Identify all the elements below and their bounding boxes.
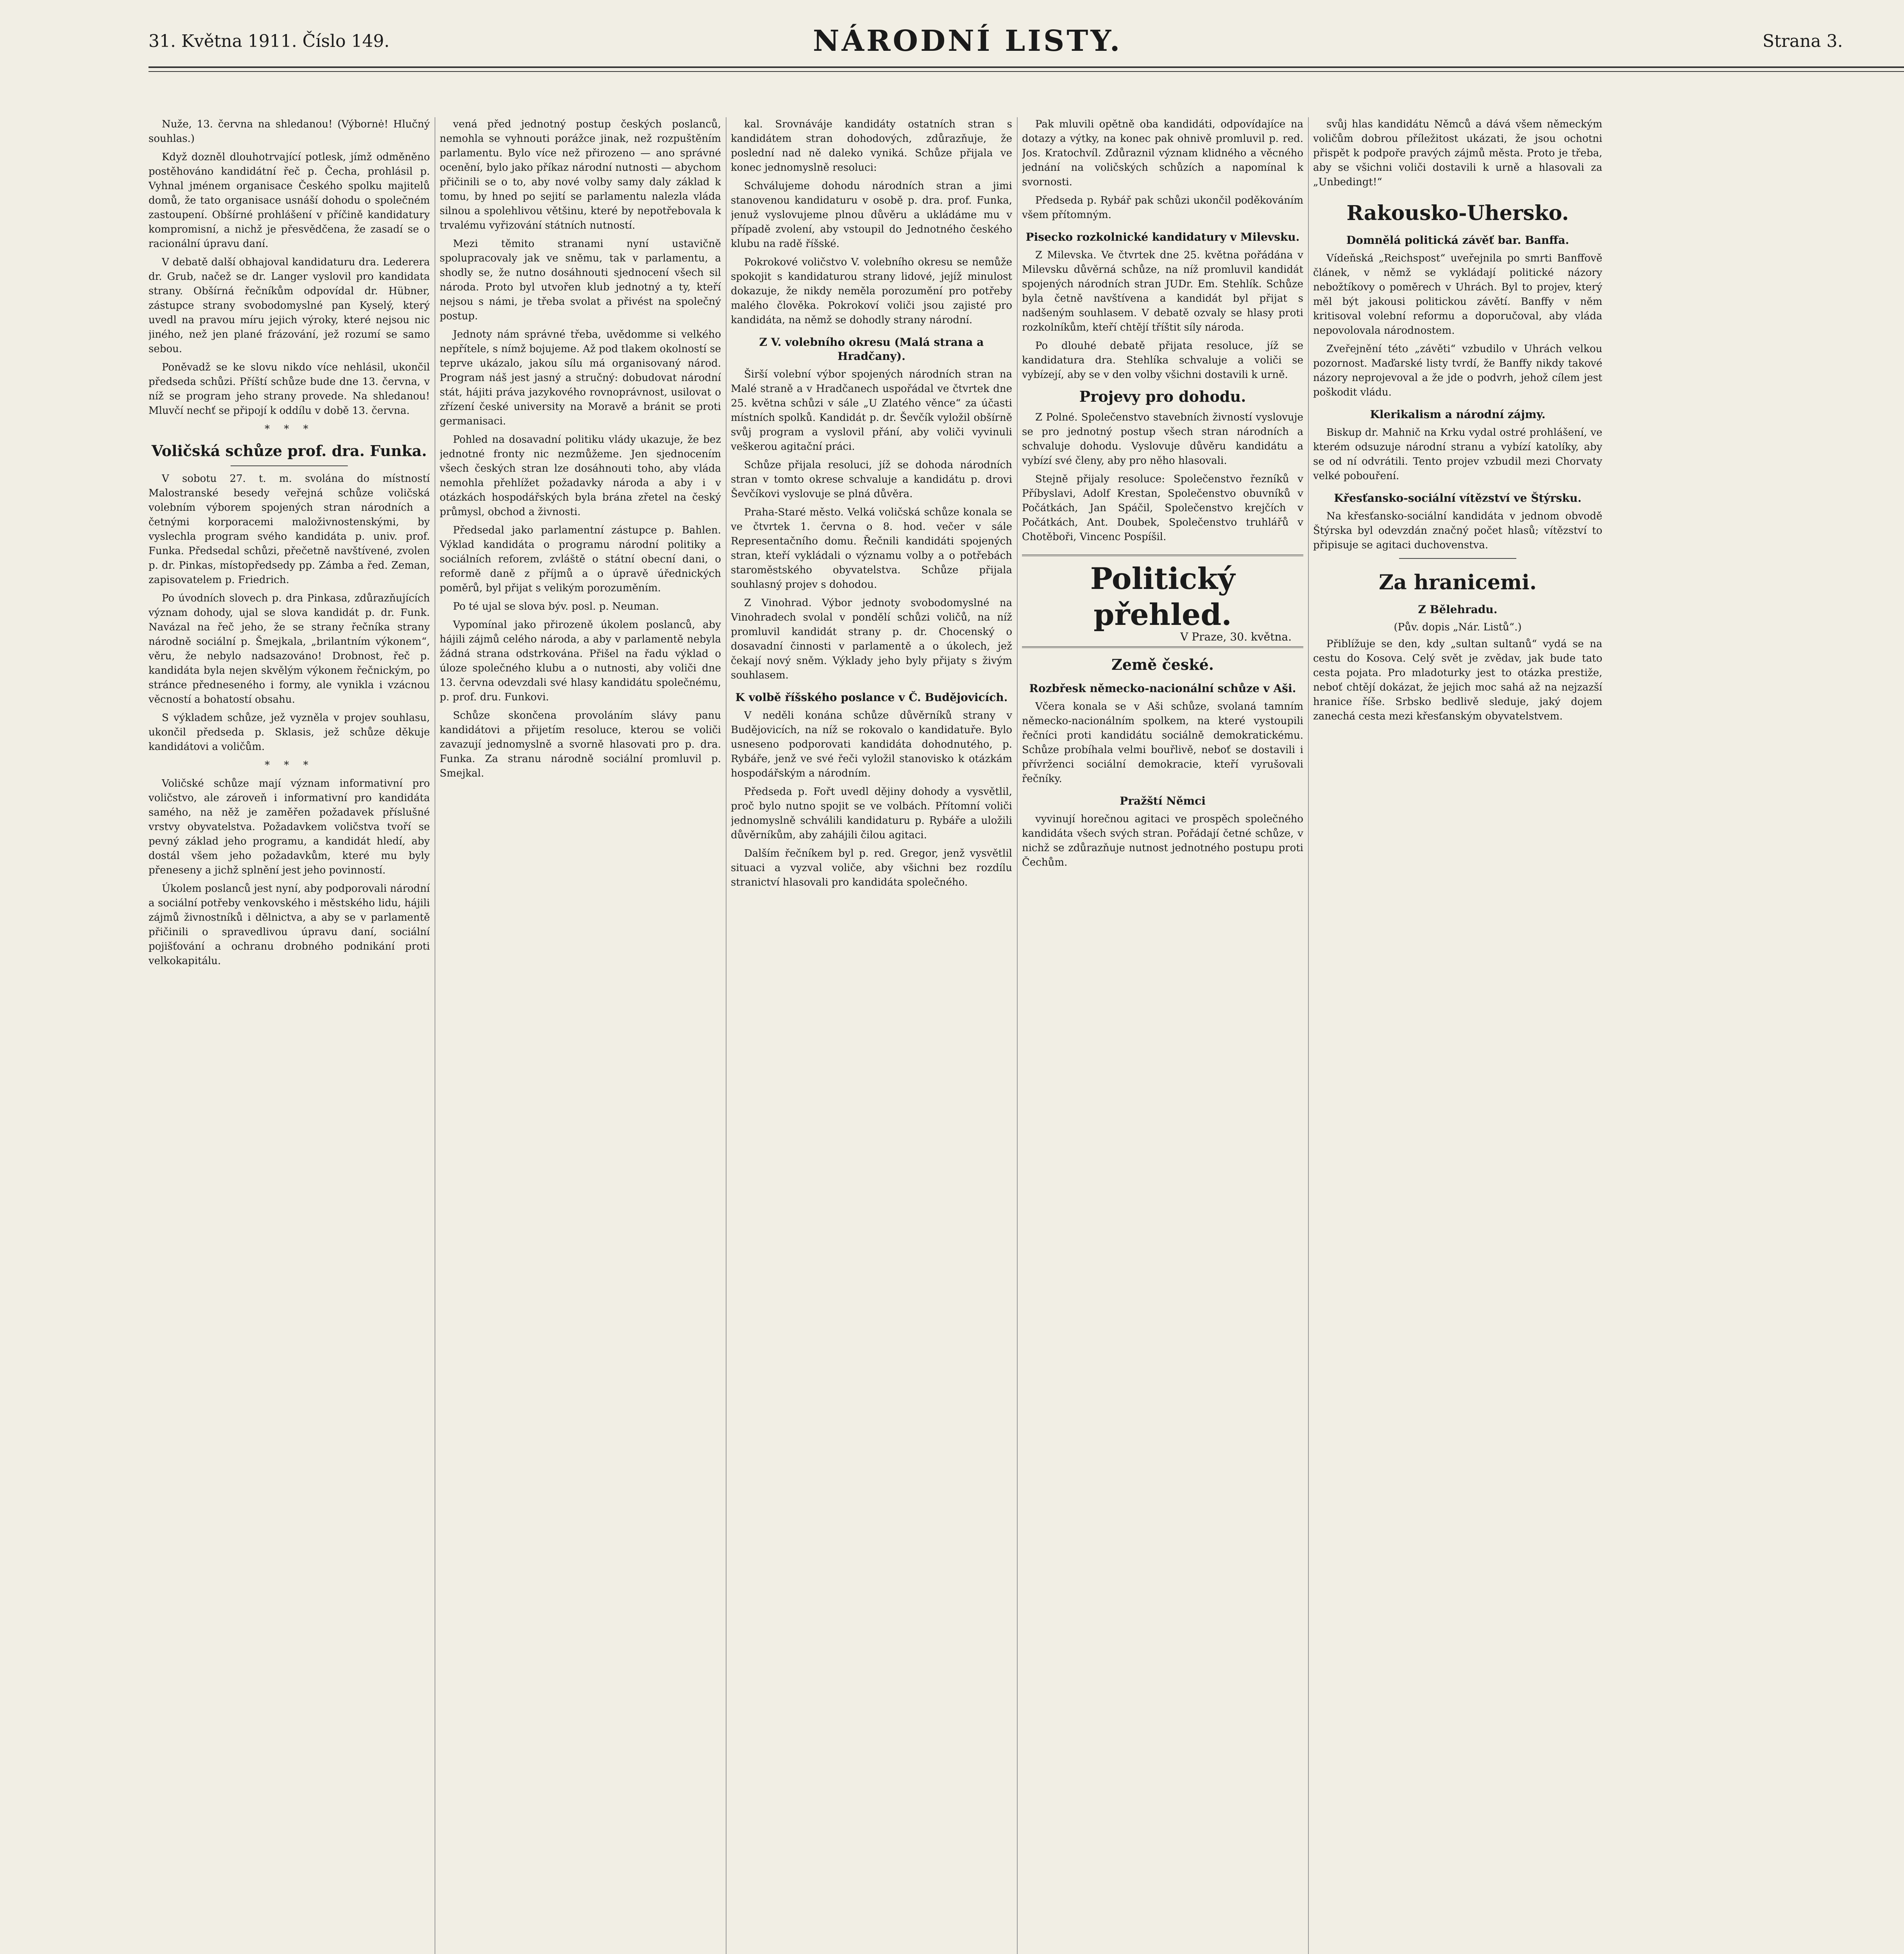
article-paragraph: Biskup dr. Mahnič na Krku vydal ostré prohlášení, ve kterém odsuzuje národní stranu a vybízí katolíky, aby se od ní odvrátili. Tento projev vzbudil mezi Chorvaty velké pobouření. bbox=[1313, 427, 1602, 482]
headline-rule bbox=[231, 465, 348, 466]
article-paragraph: Pak mluvili opětně oba kandidáti, odpovídajíce na dotazy a výtky, na konec pak ohnivě promluvil p. red. Jos. Kratochvíl. Zdůraznil význam klidného a věcného jednání na voličských schůzích a napomínal k svornosti. bbox=[1022, 118, 1303, 188]
section-banner-politicky-prehled bbox=[1022, 555, 1303, 648]
article-paragraph: Nuže, 13. června na shledanou! (Výbornė! Hlučný souhlas.) bbox=[149, 118, 430, 145]
subheadline-budejovice: K volbě říšského poslance v Č. Budějovicích. bbox=[735, 691, 1008, 704]
article-paragraph: svůj hlas kandidátu Němců a dává všem německým voličům dobrou příležitost ukázati, že jsou ochotni přispět k podpoře pravých zájmů města. Proto je třeba, aby se všichni voliči dostavili k urně a hlasovali za „Unbedingt!“ bbox=[1313, 118, 1602, 188]
subheadline-as: Rozbřesk německo-nacionální schůze v Aši. bbox=[1029, 682, 1296, 695]
article-paragraph: Z Polné. Společenstvo stavebních živností vyslovuje se pro jednotný postup všech stran národních a schvaluje dohodu. Vyslovuje důvěru kandidátu a vybízí své členy, aby pro něho hlasovali. bbox=[1022, 412, 1303, 467]
issue-date: 31. Května 1911. Číslo 149. bbox=[149, 31, 390, 51]
article-paragraph: V neděli konána schůze důvěrníků strany v Budějovicích, na níž se rokovalo o kandidatuře. Bylo usneseno podporovati kandidáta dohodnutého, p. Rybáře, jenž ve své řeči vyložil stanovisko k otázkám hospodářským a národním. bbox=[731, 710, 1012, 779]
article-paragraph: kal. Srovnáváje kandidáty ostatních stran s kandidátem stran dohodových, zdůrazňuje, že poslední nad ně daleko vyniká. Schůze přijala ve konec jednomyslně resoluci: bbox=[731, 118, 1012, 174]
article-paragraph: Schůze přijala resoluci, jíž se dohoda národních stran v tomto okrese schvaluje a kandidátu p. drovi Ševčíkovi vyslovuje se plná důvěra. bbox=[731, 459, 1012, 500]
masthead: NÁRODNÍ LISTY. bbox=[813, 24, 1122, 58]
subheadline-banffy: Domnělá politická závěť bar. Banffa. bbox=[1346, 234, 1569, 247]
article-paragraph: vená před jednotný postup českých poslanců, nemohla se vyhnouti porážce jinak, než rozpuštěním parlamentu. Bylo více než přirozeno — ano správné ocenění, bylo jako příkaz národní nutnosti — abychom přičinili se o to, aby nové volby samy daly základ k tomu, by hned po sejití se parlamentu nalezla vláda silnou a spolehlivou většinu, které by nepotřebovala k trvalému vyřizování státních nutností. bbox=[440, 118, 721, 231]
headline-projevy: Projevy pro dohodu. bbox=[1079, 388, 1246, 405]
article-paragraph: Stejně přijaly resoluce: Společenstvo řezníků v Příbyslavi, Adolf Krestan, Společenstvo obuvníků v Počátkách, Jan Spáčil, Společenstvo krejčích v Počátkách, Ant. Doubek, Společenstvo truhlářů v Chotěboři, Vincenc Pospíšil. bbox=[1022, 473, 1303, 543]
article-paragraph: Přiblížuje se den, kdy „sultan sultanů“ vydá se na cestu do Kosova. Celý svět je zvědav, jak bude tato cesta pojata. Pro mladoturky jest to otázka prestiže, neboť chtějí dokázat, že jejich moc sahá až na nejzazší hranice říše. Srbsko bedlivě sleduje, jaký dojem zanechá cesta mezi křesťanským obyvatelstvem. bbox=[1313, 638, 1602, 722]
column-separator bbox=[1308, 117, 1309, 1954]
article-paragraph: Po té ujal se slova býv. posl. p. Neuman. bbox=[453, 601, 659, 612]
column-separator bbox=[1017, 117, 1018, 1954]
article-paragraph: Voličské schůze mají význam informativní pro voličstvo, ale zároveň i informativní pro kandidáta samého, na něž je zaměřen požadavek příslušné vrstvy obyvatelstva. Požadavkem voličstva tvoří se pevný základ jeho programu, a kandidát hledí, aby dostál všem jeho požadavkům, které mu byly přeneseny a jichž splnění jest jeho povinností. bbox=[149, 778, 430, 876]
article-paragraph: Praha-Staré město. Velká voličská schůze konala se ve čtvrtek 1. června o 8. hod. večer v sále Representačního domu. Řečnili kandidáti spojených stran, kteří vykládali o významu volby a o potřebách staroměstského obyvatelstva. Schůze přijala souhlasný projev s dohodou. bbox=[731, 506, 1012, 590]
article-paragraph: Z Vinohrad. Výbor jednoty svobodomyslné na Vinohradech svolal v pondělí schůzi voličů, na níž promluvil kandidát strany p. dr. Chocenský o dosavadní činnosti v parlamentě a o úkolech, jež čekají nový sněm. Výklady jeho byly přijaty s živým souhlasem. bbox=[731, 597, 1012, 681]
article-paragraph: Úkolem poslanců jest nyní, aby podporovali národní a sociální potřeby venkovského i městského lidu, hájili zájmů živnostníků i dělnictva, a aby se v parlamentě přičinili o spravedlivou úpravu daní, sociální pojišťování a ochranu drobného podnikání proti velkokapitálu. bbox=[149, 883, 430, 967]
subheadline-klerikalism: Klerikalism a národní zájmy. bbox=[1370, 408, 1546, 421]
article-paragraph: S výkladem schůze, jež vyzněla v projev souhlasu, ukončil předseda p. Sklasis, jež schůze děkuje kandidátovi a voličům. bbox=[149, 712, 430, 753]
article-paragraph: Když dozněl dlouhotrvající potlesk, jímž odměněno postěhováno kandidátní řeč p. Čecha, prohlásil p. Vyhnal jménem organisace Českého spolku majitelů domů, že tato organisace usnáší dohodu o společném zastoupení. Obšírné prohlášení v příčině kandidatury kompromisní, a nichž je přesvědčena, že zasadí se o racionální úpravu daní. bbox=[149, 151, 430, 250]
article-paragraph: Předsedal jako parlamentní zástupce p. Bahlen. Výklad kandidáta o programu národní politiky a sociálních reforem, zvláště o státní obecní dani, o reformě daně z příjmů a o úpravě úřednických poměrů, byl přijat s velikým porozuměním. bbox=[440, 524, 721, 594]
subheadline-belehrad: Z Bělehradu. bbox=[1418, 603, 1498, 616]
article-paragraph: Schválujeme dohodu národních stran a jimi stanovenou kandidaturu v osobě p. dra. prof. Funka, jenuž vyslovujeme plnou důvěru a ukládáme mu v případě zvolení, aby vstoupil do Jednotného českého klubu na radě říšské. bbox=[731, 180, 1012, 250]
article-paragraph: Včera konala se v Aši schůze, svolaná tamním německo-nacionálním spolkem, na které vystoupili řečníci proti kandidátu sociálně demokratickému. Schůze probíhala velmi bouřlivě, neboť se dostavili i přívrženci sociální demokracie, kteří vyrušovali řečníky. bbox=[1022, 701, 1303, 785]
article-paragraph: Mezi těmito stranami nyní ustavičně spolupracovaly jak ve sněmu, tak v parlamentu, a shodly se, že nutno dosáhnouti sjednocení všech sil národa. Proto byl utvořen klub jednotný a ty, kteří nejsou s námi, je třeba svolat a přivést na společný postup. bbox=[440, 238, 721, 322]
section-divider-stars: * * * bbox=[265, 759, 314, 771]
article-paragraph: Poněvadž se ke slovu nikdo více nehlásil, ukončil předseda schůzi. Příští schůze bude dne 13. června, v níž se program jeho strany provede. Na shledanou! Mluvčí nechť se připojí k oddílu v době 13. června. bbox=[149, 361, 430, 417]
section-divider-stars: * * * bbox=[265, 423, 314, 435]
article-paragraph: V debatě další obhajoval kandidaturu dra. Lederera dr. Grub, načež se dr. Langer vyslovil pro kandidata strany. Obšírná řečníkům odpovídal dr. Hübner, zástupce strany svobodomyslné pan Kyselý, který uvedl na pravou míru jejich výroky, které nejsou nic jiného, než jen plané frázování, jež rozumí se samo sebou. bbox=[149, 256, 430, 355]
subheadline-styrsko: Křesťansko-sociální vítězství ve Štýrsku. bbox=[1334, 492, 1582, 505]
article-paragraph: Pohled na dosavadní politiku vlády ukazuje, že bez jednotné fronty nic nezmůžeme. Jen sjednocením všech českých stran lze dosáhnouti toho, aby vláda nemohla přehlížet požadavky národa a aby i v otázkách hospodářských byla brána zřetel na český průmysl, obchod a živnosti. bbox=[440, 434, 721, 518]
column-separator bbox=[726, 117, 727, 1954]
article-paragraph: Jednoty nám správné třeba, uvědomme si velkého nepřítele, s nímž bojujeme. Až pod tlakem okolností se teprve ukázalo, jakou sílu má organisovaný národ. Program náš jest jasný a stručný: dobudovat národní stát, hájiti práva jazykového rovnoprávnost, usilovat o zřízení české university na Moravě a bránit se proti germanisaci. bbox=[440, 329, 721, 427]
byline: (Pův. dopis „Nár. Listů“.) bbox=[1394, 621, 1522, 633]
article-paragraph: vyvinují horečnou agitaci ve prospěch společného kandidáta všech svých stran. Pořádají četné schůze, v nichž se zdůrazňuje nutnost jednotného postupu proti Čechům. bbox=[1022, 813, 1303, 868]
article-paragraph: Z Milevska. Ve čtvrtek dne 25. května pořádána v Milevsku důvěrná schůze, na níž promluvil kandidát spojených národních stran JUDr. Em. Stehlík. Schůze byla četně navštívena a kandidát byl přijat s nadšeným souhlasem. V debatě ozvaly se hlasy proti rozkolníkům, kteří chtějí tříštit síly národa. bbox=[1022, 249, 1303, 333]
subheadline-prazsti-nemci: Pražští Němci bbox=[1120, 794, 1206, 807]
article-paragraph: Vídeňská „Reichspost“ uveřejnila po smrti Banffově článek, v němž se vykládají politické názory nebožtíkovy o poměrech v Uhrách. Byl to projev, který měl být jakousi politickou závětí. Banffy v něm kritisoval volební reformu a doporučoval, aby vláda nepovolovala národnostem. bbox=[1313, 252, 1602, 336]
dateline: V Praze, 30. května. bbox=[1180, 630, 1292, 643]
headline-funk: Voličská schůze prof. dra. Funka. bbox=[151, 442, 427, 460]
section-rule bbox=[1399, 558, 1516, 559]
article-paragraph: Schůze skončena provoláním slávy panu kandidátovi a přijetím resoluce, kterou se voliči zavazují jednomyslně a svorně hlasovati pro p. dra. Funka. Za stranu národně sociální promluvil p. Smejkal. bbox=[440, 710, 721, 779]
column-5 bbox=[1313, 117, 1602, 1954]
article-paragraph: Pokrokové voličstvo V. volebního okresu se nemůže spokojit s kandidaturou strany lidové, jejíž minulost dokazuje, že nikdy neměla porozumění pro potřeby malého člověka. Pokrokoví voliči jsou zajisté pro kandidáta, na němž se dohodly strany národní. bbox=[731, 256, 1012, 326]
article-paragraph: Širší volební výbor spojených národních stran na Malé straně a v Hradčanech uspořádal ve čtvrtek dne 25. května schůzi v sále „U Zlatého věnce“ za účasti místních spolků. Kandidát p. dr. Ševčík vyložil obšírně svůj program a vyslovil přání, aby voliči vyvinuli veškerou agitační práci. bbox=[731, 369, 1012, 453]
subheadline-milevsko: Pisecko rozkolnické kandidatury v Milevsku. bbox=[1025, 231, 1300, 243]
article-paragraph: V sobotu 27. t. m. svolána do místností Malostranské besedy veřejná schůze voličská volebním výborem spojených stran národních a četnými korporacemi maloživnostenskými, by vyslechla program svého kandidáta p. univ. prof. Funka. Předsedal schůzi, přečetně navštívené, zvolen p. dr. Pinkas, místopředsedy pp. Zámba a řed. Zeman, zapisovatelem p. Friedrich. bbox=[149, 473, 430, 586]
column-3 bbox=[731, 117, 1012, 1954]
subheadline-volebni-okres: Z V. volebního okresu (Malá strana a Hradčany). bbox=[759, 336, 984, 363]
column-4 bbox=[1022, 117, 1303, 1954]
section-title: Politický přehled. bbox=[1090, 561, 1235, 632]
article-paragraph: Předseda p. Fořt uvedl dějiny dohody a vysvětlil, proč bylo nutno spojit se ve volbách. Přítomní voliči jednomyslně schválili kandidaturu p. Rybáře a uložili důvěrníkům, aby zahájili čilou agitaci. bbox=[731, 786, 1012, 841]
headline-za-hranicemi: Za hranicemi. bbox=[1379, 571, 1537, 594]
header-rule bbox=[149, 66, 1904, 68]
article-paragraph: Na křesťansko-sociální kandidáta v jednom obvodě Štýrska byl odevzdán značný počet hlasů; vítězství to připisuje se agitaci duchovenstva. bbox=[1313, 510, 1602, 551]
column-2 bbox=[440, 117, 721, 1954]
article-paragraph: Zveřejnění této „závěti“ vzbudilo v Uhrách velkou pozornost. Maďarské listy tvrdí, že Banffy nikdy takové názory neprojevoval a že jde o podvrh, jehož cílem jest poškodit vládu. bbox=[1313, 343, 1602, 398]
article-paragraph: Vypomínal jako přirozeně úkolem poslanců, aby hájili zájmů celého národa, a aby v parlamentě nebyla žádná strana odstrkována. Přišel na řadu výklad o úloze společného klubu a o nutnosti, aby voliči dne 13. června odevzdali své hlasy kandidátu společnému, p. prof. dru. Funkovi. bbox=[440, 619, 721, 703]
headline-rakousko-uhersko: Rakousko-Uhersko. bbox=[1346, 201, 1569, 225]
article-paragraph: Po úvodních slovech p. dra Pinkasa, zdůrazňujících význam dohody, ujal se slova kandidát p. dr. Funk. Navázal na řeč jeho, že se strany řečníka strany národně sociální p. Šmejkala, „brilantním výkonem“, věru, že nebylo nadsazováno! Drobnost, řeč p. kandidáta byla nejen skvělým výkonem řečnickým, po stránce předneseného i formy, ale vynikla i vzácnou věcností a bohatostí obsahu. bbox=[149, 592, 430, 705]
headline-zeme-ceske: Země české. bbox=[1111, 656, 1214, 673]
article-paragraph: Po dlouhé debatě přijata resoluce, jíž se kandidatura dra. Stehlíka schvaluje a voliči se vybízejí, aby se v den volby všichni dostavili k urně. bbox=[1022, 340, 1303, 381]
header-rule-thin bbox=[149, 71, 1904, 72]
page-number: Strana 3. bbox=[1763, 31, 1843, 51]
article-paragraph: Dalším řečníkem byl p. red. Gregor, jenž vysvětlil situaci a vyzval voliče, aby všichni bez rozdílu stranictví hlasovali pro kandidáta společného. bbox=[731, 848, 1012, 888]
article-paragraph: Předseda p. Rybář pak schůzi ukončil poděkováním všem přítomným. bbox=[1022, 195, 1303, 221]
column-1 bbox=[149, 117, 430, 1954]
